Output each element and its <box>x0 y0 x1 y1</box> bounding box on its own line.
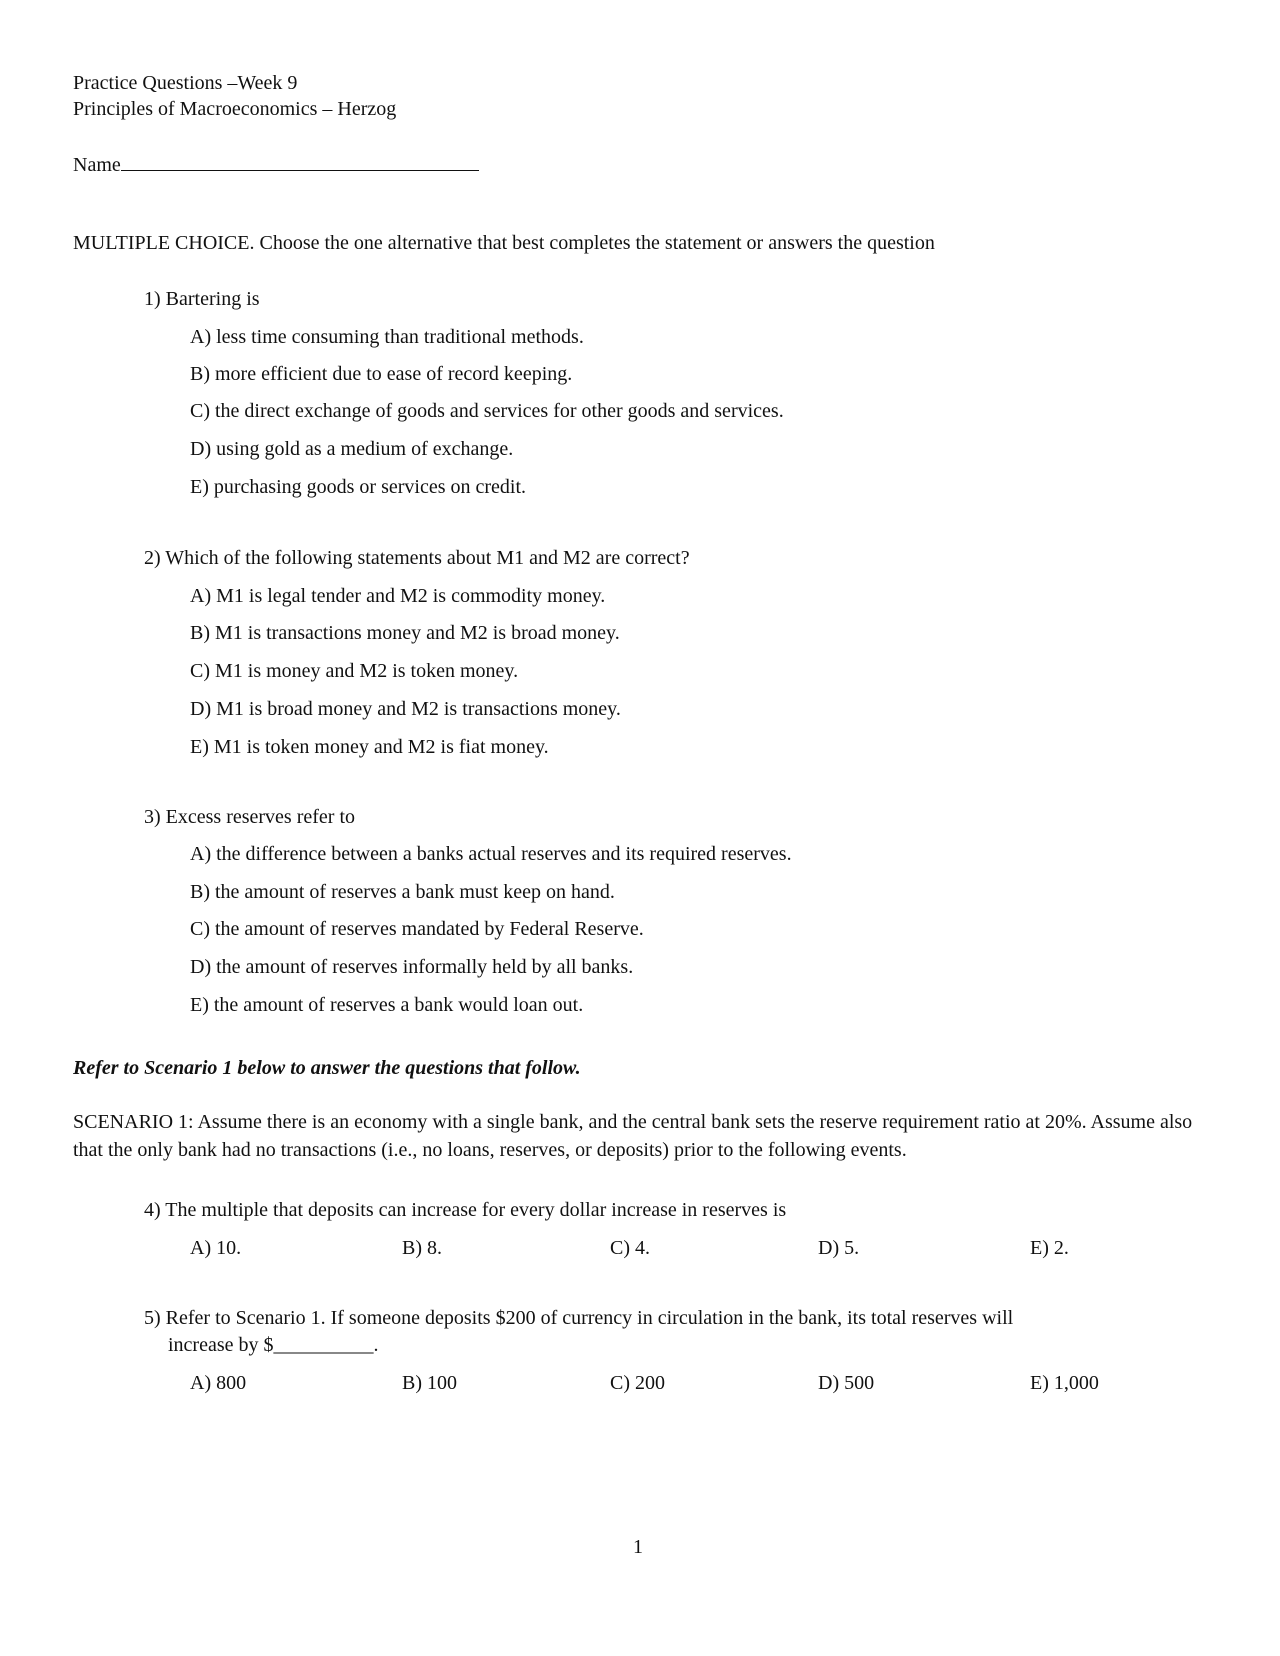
document-title: Practice Questions –Week 9 <box>73 72 298 94</box>
question-2-option-c: C) M1 is money and M2 is token money. <box>190 660 519 682</box>
question-2-option-d: D) M1 is broad money and M2 is transactions money. <box>190 698 621 720</box>
page-number: 1 <box>633 1536 643 1558</box>
name-blank-line <box>121 152 479 171</box>
question-5-option-d: D) 500 <box>818 1372 875 1394</box>
question-3: 3) Excess reserves refer to <box>144 806 356 828</box>
question-1-option-a: A) less time consuming than traditional methods. <box>190 326 584 348</box>
name-field <box>73 152 479 177</box>
question-1-option-e: E) purchasing goods or services on credit. <box>190 476 527 498</box>
instructions: MULTIPLE CHOICE. Choose the one alternative that best completes the statement or answers the question <box>73 232 935 254</box>
question-4-option-e: E) 2. <box>1030 1237 1069 1259</box>
question-1: 1) Bartering is <box>144 288 260 310</box>
question-3-option-b: B) the amount of reserves a bank must keep on hand. <box>190 881 615 903</box>
question-2: 2) Which of the following statements about M1 and M2 are correct? <box>144 547 690 569</box>
question-4-option-a: A) 10. <box>190 1237 242 1259</box>
question-1-option-c: C) the direct exchange of goods and services for other goods and services. <box>190 400 784 422</box>
question-1-option-d: D) using gold as a medium of exchange. <box>190 438 514 460</box>
question-5-continuation: increase by $__________. <box>168 1334 379 1356</box>
question-1-option-b: B) more efficient due to ease of record keeping. <box>190 363 573 385</box>
question-2-option-e: E) M1 is token money and M2 is fiat money. <box>190 736 549 758</box>
name-label: Name <box>73 154 121 176</box>
question-5-option-a: A) 800 <box>190 1372 247 1394</box>
scenario-1: SCENARIO 1: Assume there is an economy with a single bank, and the central bank sets the reserve requirement ratio at 20%. Assume also that the only bank had no transactions (i.e., no loans, reserves, or deposits) prior to the following events. <box>73 1111 1193 1161</box>
question-3-option-d: D) the amount of reserves informally held by all banks. <box>190 956 634 978</box>
question-3-option-e: E) the amount of reserves a bank would loan out. <box>190 994 584 1016</box>
question-3-option-c: C) the amount of reserves mandated by Federal Reserve. <box>190 918 644 940</box>
question-5-option-b: B) 100 <box>402 1372 457 1394</box>
question-4-option-b: B) 8. <box>402 1237 442 1259</box>
question-5-option-e: E) 1,000 <box>1030 1372 1099 1394</box>
course-title: Principles of Macroeconomics – Herzog <box>73 98 397 120</box>
question-5: 5) Refer to Scenario 1. If someone deposits $200 of currency in circulation in the bank, its total reserves will <box>144 1307 1014 1329</box>
question-4: 4) The multiple that deposits can increase for every dollar increase in reserves is <box>144 1199 787 1221</box>
question-4-option-d: D) 5. <box>818 1237 860 1259</box>
question-4-option-c: C) 4. <box>610 1237 650 1259</box>
question-2-option-b: B) M1 is transactions money and M2 is broad money. <box>190 622 620 644</box>
question-5-option-c: C) 200 <box>610 1372 665 1394</box>
refer-note: Refer to Scenario 1 below to answer the questions that follow. <box>73 1057 581 1079</box>
question-2-option-a: A) M1 is legal tender and M2 is commodity money. <box>190 585 606 607</box>
question-3-option-a: A) the difference between a banks actual reserves and its required reserves. <box>190 843 792 865</box>
